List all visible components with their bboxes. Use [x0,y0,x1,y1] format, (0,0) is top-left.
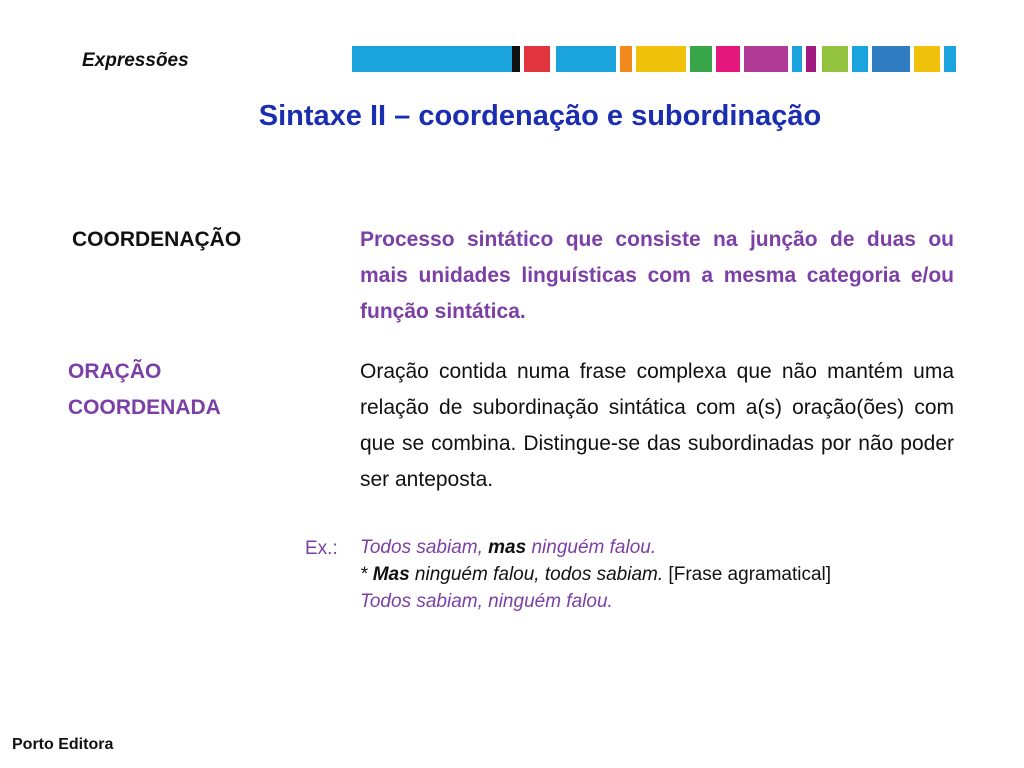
example-2-part-c: ninguém falou, todos sabiam. [409,564,664,585]
example-line-2 [360,561,831,588]
color-stripe-segment [852,46,868,72]
color-stripe-segment [944,46,956,72]
example-1-keyword: mas [488,537,527,558]
example-2-asterisk: * [360,564,373,585]
color-stripe-segment [524,46,550,72]
examples-block [360,534,831,615]
brand-label: Expressões [82,50,189,71]
color-stripe-segment [620,46,632,72]
definition-oracao-coordenada: Oração contida numa frase complexa que não mantém uma relação de subordinação sintática com a(s) oração(ões) com que se combina. Distingue-se das subordinadas por não poder ser anteposta. [360,360,954,491]
example-2-note: [Frase agramatical] [663,564,832,585]
page-title: Sintaxe II – coordenação e subordinação [258,100,822,132]
color-stripe-segment [792,46,802,72]
color-stripe-segment [806,46,816,72]
example-2-keyword: Mas [372,564,410,585]
color-stripe-segment [872,46,910,72]
examples-label: Ex.: [305,538,338,559]
color-stripe-bar [352,46,964,72]
color-stripe-segment [556,46,616,72]
example-1-part-c: ninguém falou. [526,537,657,558]
color-stripe-segment [914,46,940,72]
color-stripe-segment [822,46,848,72]
color-stripe-segment [512,46,520,72]
example-line-3: Todos sabiam, ninguém falou. [360,591,613,612]
color-stripe-segment [690,46,712,72]
publisher-footer: Porto Editora [12,736,114,753]
definition-coordenacao: Processo sintático que consiste na junção de duas ou mais unidades linguísticas com a mesma categoria e/ou função sintática. [360,228,954,323]
term-coordenacao: COORDENAÇÃO [72,228,242,251]
color-stripe-segment [636,46,686,72]
color-stripe-segment [744,46,788,72]
color-stripe-segment [352,46,512,72]
example-1-part-a: Todos sabiam, [360,537,489,558]
color-stripe-segment [716,46,740,72]
example-line-1 [360,534,831,561]
term-oracao-coordenada: ORAÇÃO COORDENADA [68,360,221,419]
